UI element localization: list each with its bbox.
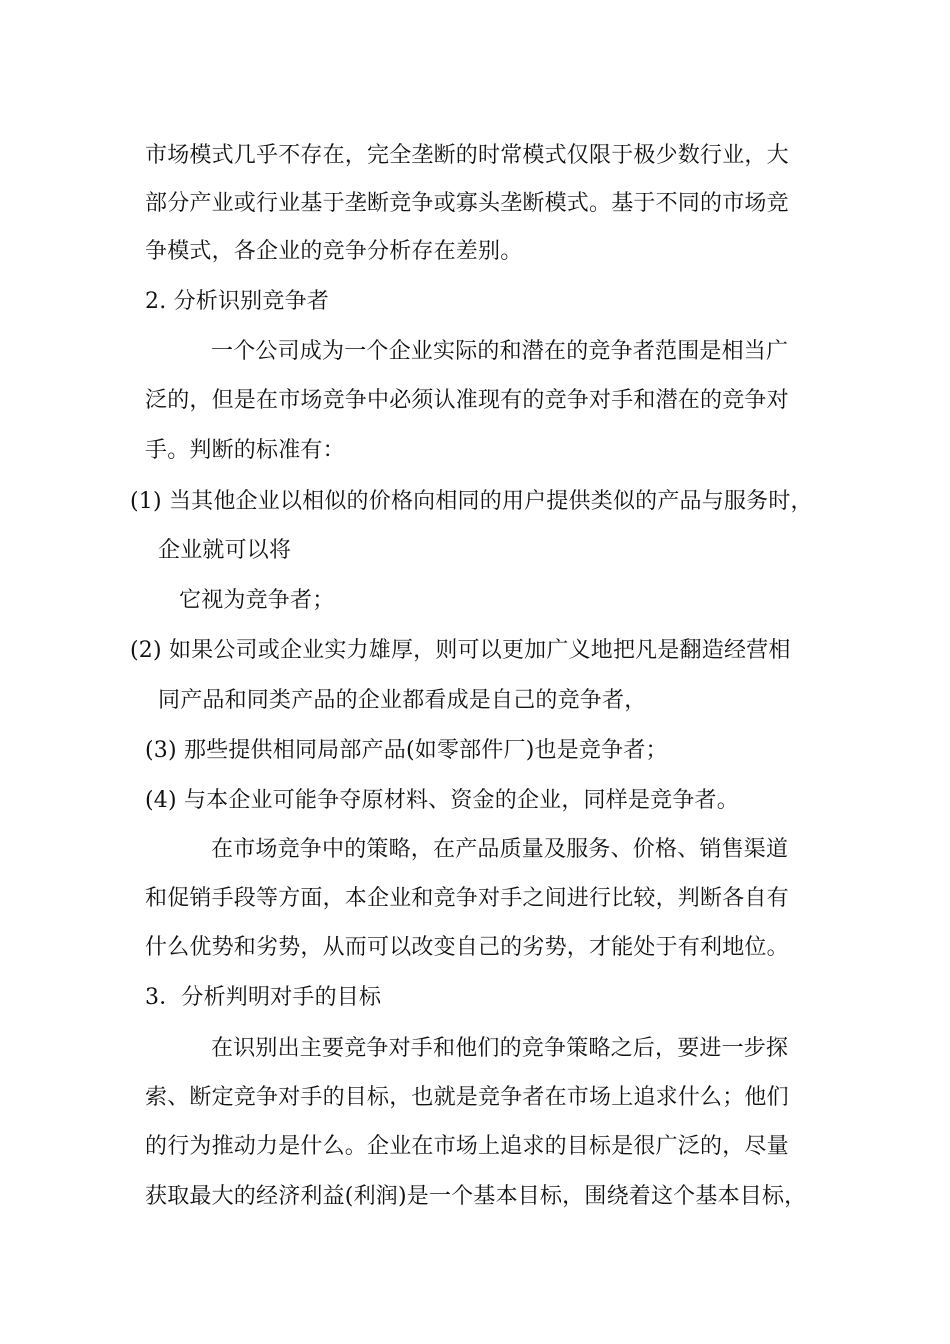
paragraph-line: 市场模式几乎不存在，完全垄断的时常模式仅限于极少数行业，大 — [145, 143, 789, 168]
criteria-item: (2) 如果公司或企业实力雄厚，则可以更加广义地把凡是翻造经营相 — [130, 638, 791, 663]
paragraph-line: 泛的，但是在市场竞争中必须认准现有的竞争对手和潜在的竞争对 — [145, 388, 789, 413]
section-heading: 2. 分析识别竞争者 — [145, 289, 329, 314]
criteria-item-continuation: 它视为竞争者； — [179, 588, 335, 613]
section-heading: 3．分析判明对手的目标 — [145, 985, 382, 1010]
criteria-item: (3) 那些提供相同局部产品(如零部件厂)也是竞争者； — [145, 738, 668, 763]
paragraph-line: 获取最大的经济利益(利润)是一个基本目标，围绕着这个基本目标， — [145, 1184, 807, 1209]
paragraph-line: 和促销手段等方面，本企业和竞争对手之间进行比较，判断各自有 — [145, 886, 789, 911]
criteria-item-continuation: 企业就可以将 — [158, 538, 292, 563]
criteria-item: (4) 与本企业可能争夺原材料、资金的企业，同样是竞争者。 — [145, 788, 739, 813]
paragraph-line: 手。判断的标准有： — [145, 438, 345, 463]
paragraph-line: 一个公司成为一个企业实际的和潜在的竞争者范围是相当广 — [211, 339, 789, 364]
criteria-item-continuation: 同产品和同类产品的企业都看成是自己的竞争者， — [158, 688, 647, 713]
criteria-item: (1) 当其他企业以相似的价格向相同的用户提供类似的产品与服务时， — [130, 489, 813, 514]
paragraph-line: 索、断定竞争对手的目标，也就是竞争者在市场上追求什么；他们 — [145, 1085, 789, 1110]
paragraph-line: 的行为推动力是什么。企业在市场上追求的目标是很广泛的，尽量 — [145, 1134, 789, 1159]
paragraph-line: 什么优势和劣势，从而可以改变自己的劣势，才能处于有利地位。 — [145, 935, 789, 960]
paragraph-line: 争模式，各企业的竞争分析存在差别。 — [145, 239, 523, 264]
paragraph-line: 在市场竞争中的策略，在产品质量及服务、价格、销售渠道 — [211, 837, 789, 862]
paragraph-line: 部分产业或行业基于垄断竞争或寡头垄断模式。基于不同的市场竞 — [145, 191, 789, 216]
paragraph-line: 在识别出主要竞争对手和他们的竞争策略之后，要进一步探 — [211, 1036, 789, 1061]
